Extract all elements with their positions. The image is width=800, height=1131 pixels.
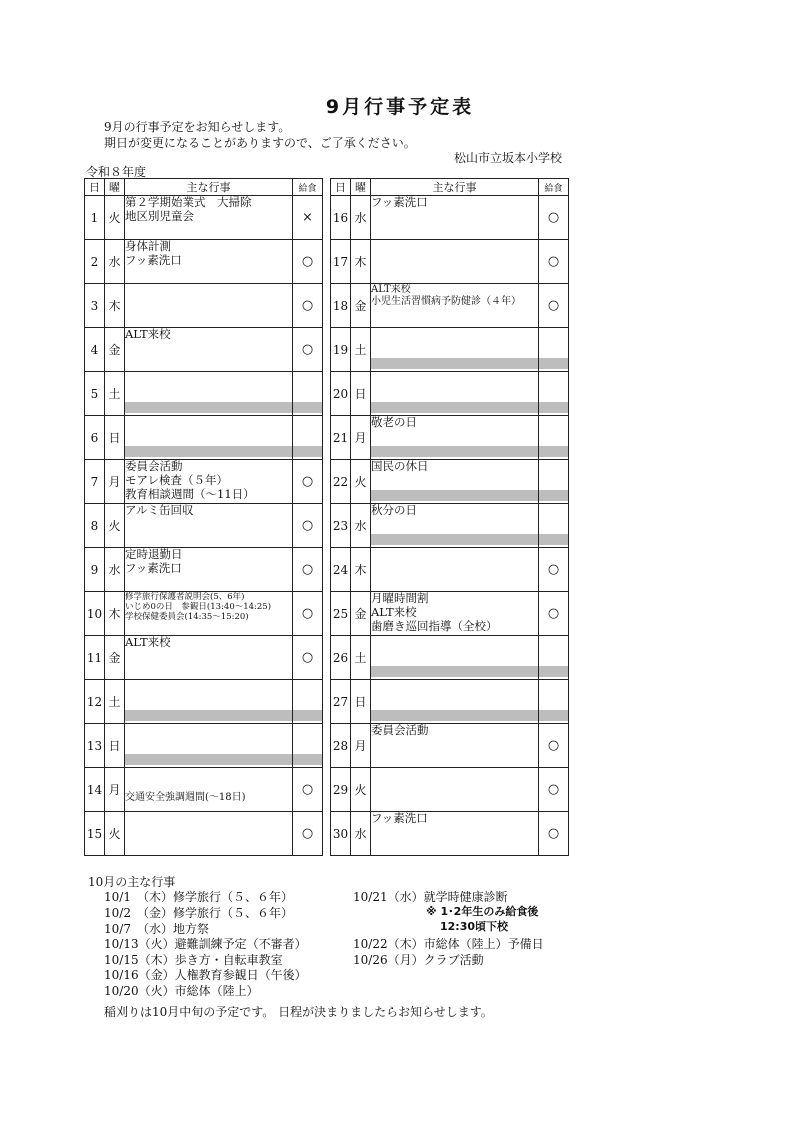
day-number: 11 [85, 636, 105, 680]
weekday: 日 [351, 680, 371, 724]
weekday: 金 [351, 592, 371, 636]
day-number: 2 [85, 240, 105, 284]
lunch-mark: ○ [539, 592, 569, 636]
holiday-shading [125, 402, 292, 413]
day-number: 3 [85, 284, 105, 328]
lunch-mark: ○ [293, 812, 323, 856]
schedule-row [331, 328, 569, 372]
day-number: 12 [85, 680, 105, 724]
lunch-mark [539, 460, 569, 504]
lunch-mark: ○ [293, 284, 323, 328]
october-event: 10/20（火）市総体（陸上） [104, 984, 259, 998]
events-cell [125, 504, 293, 548]
page-title: 9月行事予定表 [325, 96, 475, 118]
day-number: 26 [331, 636, 351, 680]
events-cell [125, 768, 293, 812]
lunch-mark: ○ [539, 196, 569, 240]
schedule-row [85, 592, 323, 636]
events-cell [371, 284, 539, 328]
day-number: 25 [331, 592, 351, 636]
holiday-shading [371, 490, 538, 501]
schedule-row [331, 768, 569, 812]
holiday-shading [293, 754, 322, 765]
events-cell [371, 460, 539, 504]
events-cell [371, 372, 539, 416]
event-text: ALT来校 [125, 327, 171, 341]
lunch-mark [293, 372, 323, 416]
event-text: 定時退勤日 [125, 547, 183, 561]
events-cell [125, 724, 293, 768]
schedule-row [331, 812, 569, 856]
schedule-row [331, 416, 569, 460]
schedule-row [85, 724, 323, 768]
events-cell [125, 680, 293, 724]
day-number: 28 [331, 724, 351, 768]
holiday-shading [371, 402, 538, 413]
weekday: 木 [351, 240, 371, 284]
event-text: 小児生活習慣病予防健診（４年） [371, 296, 521, 307]
lunch-mark: ○ [293, 240, 323, 284]
weekday: 日 [105, 416, 125, 460]
day-number: 30 [331, 812, 351, 856]
day-number: 17 [331, 240, 351, 284]
day-number: 16 [331, 196, 351, 240]
events-cell [125, 240, 293, 284]
event-text: ALT来校 [371, 604, 417, 619]
events-cell [371, 328, 539, 372]
schedule-row [85, 680, 323, 724]
weekday: 水 [351, 812, 371, 856]
holiday-shading [371, 358, 538, 369]
events-cell [371, 680, 539, 724]
header-weekday: 曜 [105, 179, 125, 196]
holiday-shading [293, 402, 322, 413]
events-cell [371, 636, 539, 680]
event-text: ALT来校 [125, 635, 171, 649]
weekday: 月 [351, 724, 371, 768]
lunch-mark: ○ [293, 548, 323, 592]
event-text: ALT来校 [371, 284, 411, 295]
holiday-shading [539, 666, 568, 677]
lunch-mark: ○ [293, 504, 323, 548]
lunch-mark: ○ [293, 768, 323, 812]
lunch-mark [539, 372, 569, 416]
weekday: 水 [105, 548, 125, 592]
lunch-mark: ○ [539, 240, 569, 284]
weekday: 金 [105, 328, 125, 372]
weekday: 金 [105, 636, 125, 680]
event-text: 月曜時間割 [371, 591, 429, 605]
events-cell [371, 240, 539, 284]
events-cell [125, 372, 293, 416]
holiday-shading [293, 446, 322, 457]
weekday: 土 [105, 680, 125, 724]
weekday: 土 [351, 636, 371, 680]
october-event: 10/2 （金）修学旅行（５、６年） [104, 906, 293, 920]
event-text: 敬老の日 [371, 415, 417, 429]
event-text: 秋分の日 [371, 503, 417, 517]
event-text: 委員会活動 [371, 723, 429, 737]
event-text: フッ素洗口 [125, 252, 182, 267]
weekday: 金 [351, 284, 371, 328]
schedule-row [331, 284, 569, 328]
events-cell [371, 196, 539, 240]
schedule-row [331, 504, 569, 548]
events-cell [125, 636, 293, 680]
october-event: 10/1 （木）修学旅行（５、６年） [104, 890, 293, 904]
schedule-row [85, 328, 323, 372]
lunch-mark: ○ [539, 768, 569, 812]
schedule-row [331, 724, 569, 768]
lunch-mark: × [293, 196, 323, 240]
lunch-mark [293, 680, 323, 724]
weekday: 月 [351, 416, 371, 460]
event-text: 歯磨き巡回指導（全校） [371, 618, 498, 633]
holiday-shading [125, 446, 292, 457]
events-cell [371, 548, 539, 592]
events-cell [125, 592, 293, 636]
day-number: 10 [85, 592, 105, 636]
fiscal-year: 令和８年度 [86, 165, 147, 179]
lunch-mark: ○ [539, 812, 569, 856]
lunch-mark: ○ [293, 592, 323, 636]
weekday: 月 [105, 460, 125, 504]
events-cell [371, 768, 539, 812]
weekday: 火 [351, 460, 371, 504]
weekday: 日 [105, 724, 125, 768]
event-text: モアレ検査（５年） [125, 472, 229, 487]
events-cell [371, 416, 539, 460]
event-text: 交通安全強調週間(～18日) [125, 792, 246, 803]
schedule-row [85, 636, 323, 680]
october-event: 10/7 （水）地方祭 [104, 922, 209, 936]
lunch-mark: ○ [293, 636, 323, 680]
day-number: 8 [85, 504, 105, 548]
october-event: 10/26（月）クラブ活動 [353, 953, 484, 967]
event-text: 委員会活動 [125, 459, 183, 473]
event-text: アルミ缶回収 [125, 503, 194, 517]
events-cell [125, 416, 293, 460]
event-text: フッ素洗口 [371, 195, 428, 209]
weekday: 火 [105, 812, 125, 856]
header-lunch: 給食 [539, 179, 569, 196]
events-cell [371, 504, 539, 548]
holiday-shading [539, 402, 568, 413]
october-note: 12:30頃下校 [440, 920, 509, 933]
day-number: 9 [85, 548, 105, 592]
header-events: 主な行事 [125, 179, 293, 196]
event-text: いじめ0の日 参観日(13:40～14:25) [125, 602, 272, 613]
lunch-mark [539, 328, 569, 372]
schedule-row [331, 592, 569, 636]
holiday-shading [371, 446, 538, 457]
weekday: 月 [105, 768, 125, 812]
holiday-shading [371, 666, 538, 677]
day-number: 27 [331, 680, 351, 724]
schedule-row [85, 240, 323, 284]
holiday-shading [539, 446, 568, 457]
events-cell [371, 592, 539, 636]
schedule-row [85, 768, 323, 812]
holiday-shading [539, 710, 568, 721]
weekday: 火 [105, 196, 125, 240]
lunch-mark [539, 416, 569, 460]
holiday-shading [125, 710, 292, 721]
events-cell [125, 812, 293, 856]
day-number: 13 [85, 724, 105, 768]
schedule-row [85, 460, 323, 504]
header-events: 主な行事 [371, 179, 539, 196]
schedule-row [331, 372, 569, 416]
holiday-shading [293, 710, 322, 721]
schedule-row [331, 240, 569, 284]
october-event: 10/21（水）就学時健康診断 [353, 890, 508, 904]
lunch-mark: ○ [539, 548, 569, 592]
holiday-shading [125, 754, 292, 765]
events-cell [125, 328, 293, 372]
event-text: フッ素洗口 [371, 811, 428, 825]
day-number: 18 [331, 284, 351, 328]
weekday: 水 [351, 196, 371, 240]
holiday-shading [539, 490, 568, 501]
day-number: 6 [85, 416, 105, 460]
october-event: 10/16（金）人権教育参観日（午後） [104, 968, 307, 982]
day-number: 15 [85, 812, 105, 856]
weekday: 火 [351, 768, 371, 812]
schedule-row [331, 196, 569, 240]
school-name: 松山市立坂本小学校 [453, 151, 562, 165]
day-number: 21 [331, 416, 351, 460]
lunch-mark [293, 724, 323, 768]
footer-note: 稲刈りは10月中旬の予定です。 日程が決まりましたらお知らせします。 [104, 1005, 493, 1019]
weekday: 土 [351, 328, 371, 372]
october-title: 10月の主な行事 [88, 875, 176, 889]
day-number: 22 [331, 460, 351, 504]
october-event: 10/13（火）避難訓練予定（不審者） [104, 937, 307, 951]
weekday: 木 [105, 592, 125, 636]
event-text: 学校保健委員会(14:35～15:20) [125, 612, 249, 623]
event-text: 第２学期始業式 大掃除 [125, 195, 252, 209]
lunch-mark [539, 504, 569, 548]
schedule-row [331, 680, 569, 724]
day-number: 14 [85, 768, 105, 812]
day-number: 24 [331, 548, 351, 592]
holiday-shading [371, 534, 538, 545]
october-event: 10/15（木）歩き方・自転車教室 [104, 953, 283, 967]
schedule-row [331, 636, 569, 680]
schedule-row [85, 504, 323, 548]
schedule-table-left [84, 178, 323, 856]
lunch-mark: ○ [539, 724, 569, 768]
schedule-row [85, 372, 323, 416]
schedule-row [85, 416, 323, 460]
intro-line-1: 9月の行事予定をお知らせします。 [104, 120, 291, 134]
event-text: フッ素洗口 [125, 560, 182, 575]
schedule-row [85, 812, 323, 856]
holiday-shading [539, 534, 568, 545]
weekday: 日 [351, 372, 371, 416]
schedule-table-right [330, 178, 569, 856]
schedule-row [85, 196, 323, 240]
day-number: 23 [331, 504, 351, 548]
schedule-row [85, 284, 323, 328]
day-number: 4 [85, 328, 105, 372]
events-cell [125, 460, 293, 504]
day-number: 19 [331, 328, 351, 372]
events-cell [125, 196, 293, 240]
event-text: 身体計測 [125, 239, 171, 253]
day-number: 7 [85, 460, 105, 504]
events-cell [371, 724, 539, 768]
weekday: 土 [105, 372, 125, 416]
header-day: 日 [331, 179, 351, 196]
weekday: 火 [105, 504, 125, 548]
schedule-row [331, 548, 569, 592]
event-text: 修学旅行保護者説明会(5、6年) [125, 592, 245, 602]
event-text: 国民の休日 [371, 459, 429, 473]
october-note: ※ 1･2年生のみ給食後 [426, 905, 539, 918]
lunch-mark: ○ [293, 328, 323, 372]
weekday: 木 [105, 284, 125, 328]
schedule-row [85, 548, 323, 592]
day-number: 5 [85, 372, 105, 416]
events-cell [125, 548, 293, 592]
lunch-mark: ○ [293, 460, 323, 504]
event-text: 地区別児童会 [125, 208, 194, 223]
event-text: 教育相談週間（～11日） [125, 486, 255, 501]
event-text [125, 768, 292, 780]
header-weekday: 曜 [351, 179, 371, 196]
lunch-mark [293, 416, 323, 460]
events-cell [125, 284, 293, 328]
october-event: 10/22（木）市総体（陸上）予備日 [353, 937, 544, 951]
header-day: 日 [85, 179, 105, 196]
lunch-mark: ○ [539, 284, 569, 328]
event-text [125, 780, 292, 792]
lunch-mark [539, 636, 569, 680]
holiday-shading [371, 710, 538, 721]
holiday-shading [539, 358, 568, 369]
weekday: 水 [105, 240, 125, 284]
schedule-row [331, 460, 569, 504]
lunch-mark [539, 680, 569, 724]
day-number: 1 [85, 196, 105, 240]
events-cell [371, 812, 539, 856]
day-number: 20 [331, 372, 351, 416]
header-lunch: 給食 [293, 179, 323, 196]
weekday: 木 [351, 548, 371, 592]
intro-line-2: 期日が変更になることがありますので、ご了承ください。 [104, 136, 416, 150]
day-number: 29 [331, 768, 351, 812]
weekday: 水 [351, 504, 371, 548]
